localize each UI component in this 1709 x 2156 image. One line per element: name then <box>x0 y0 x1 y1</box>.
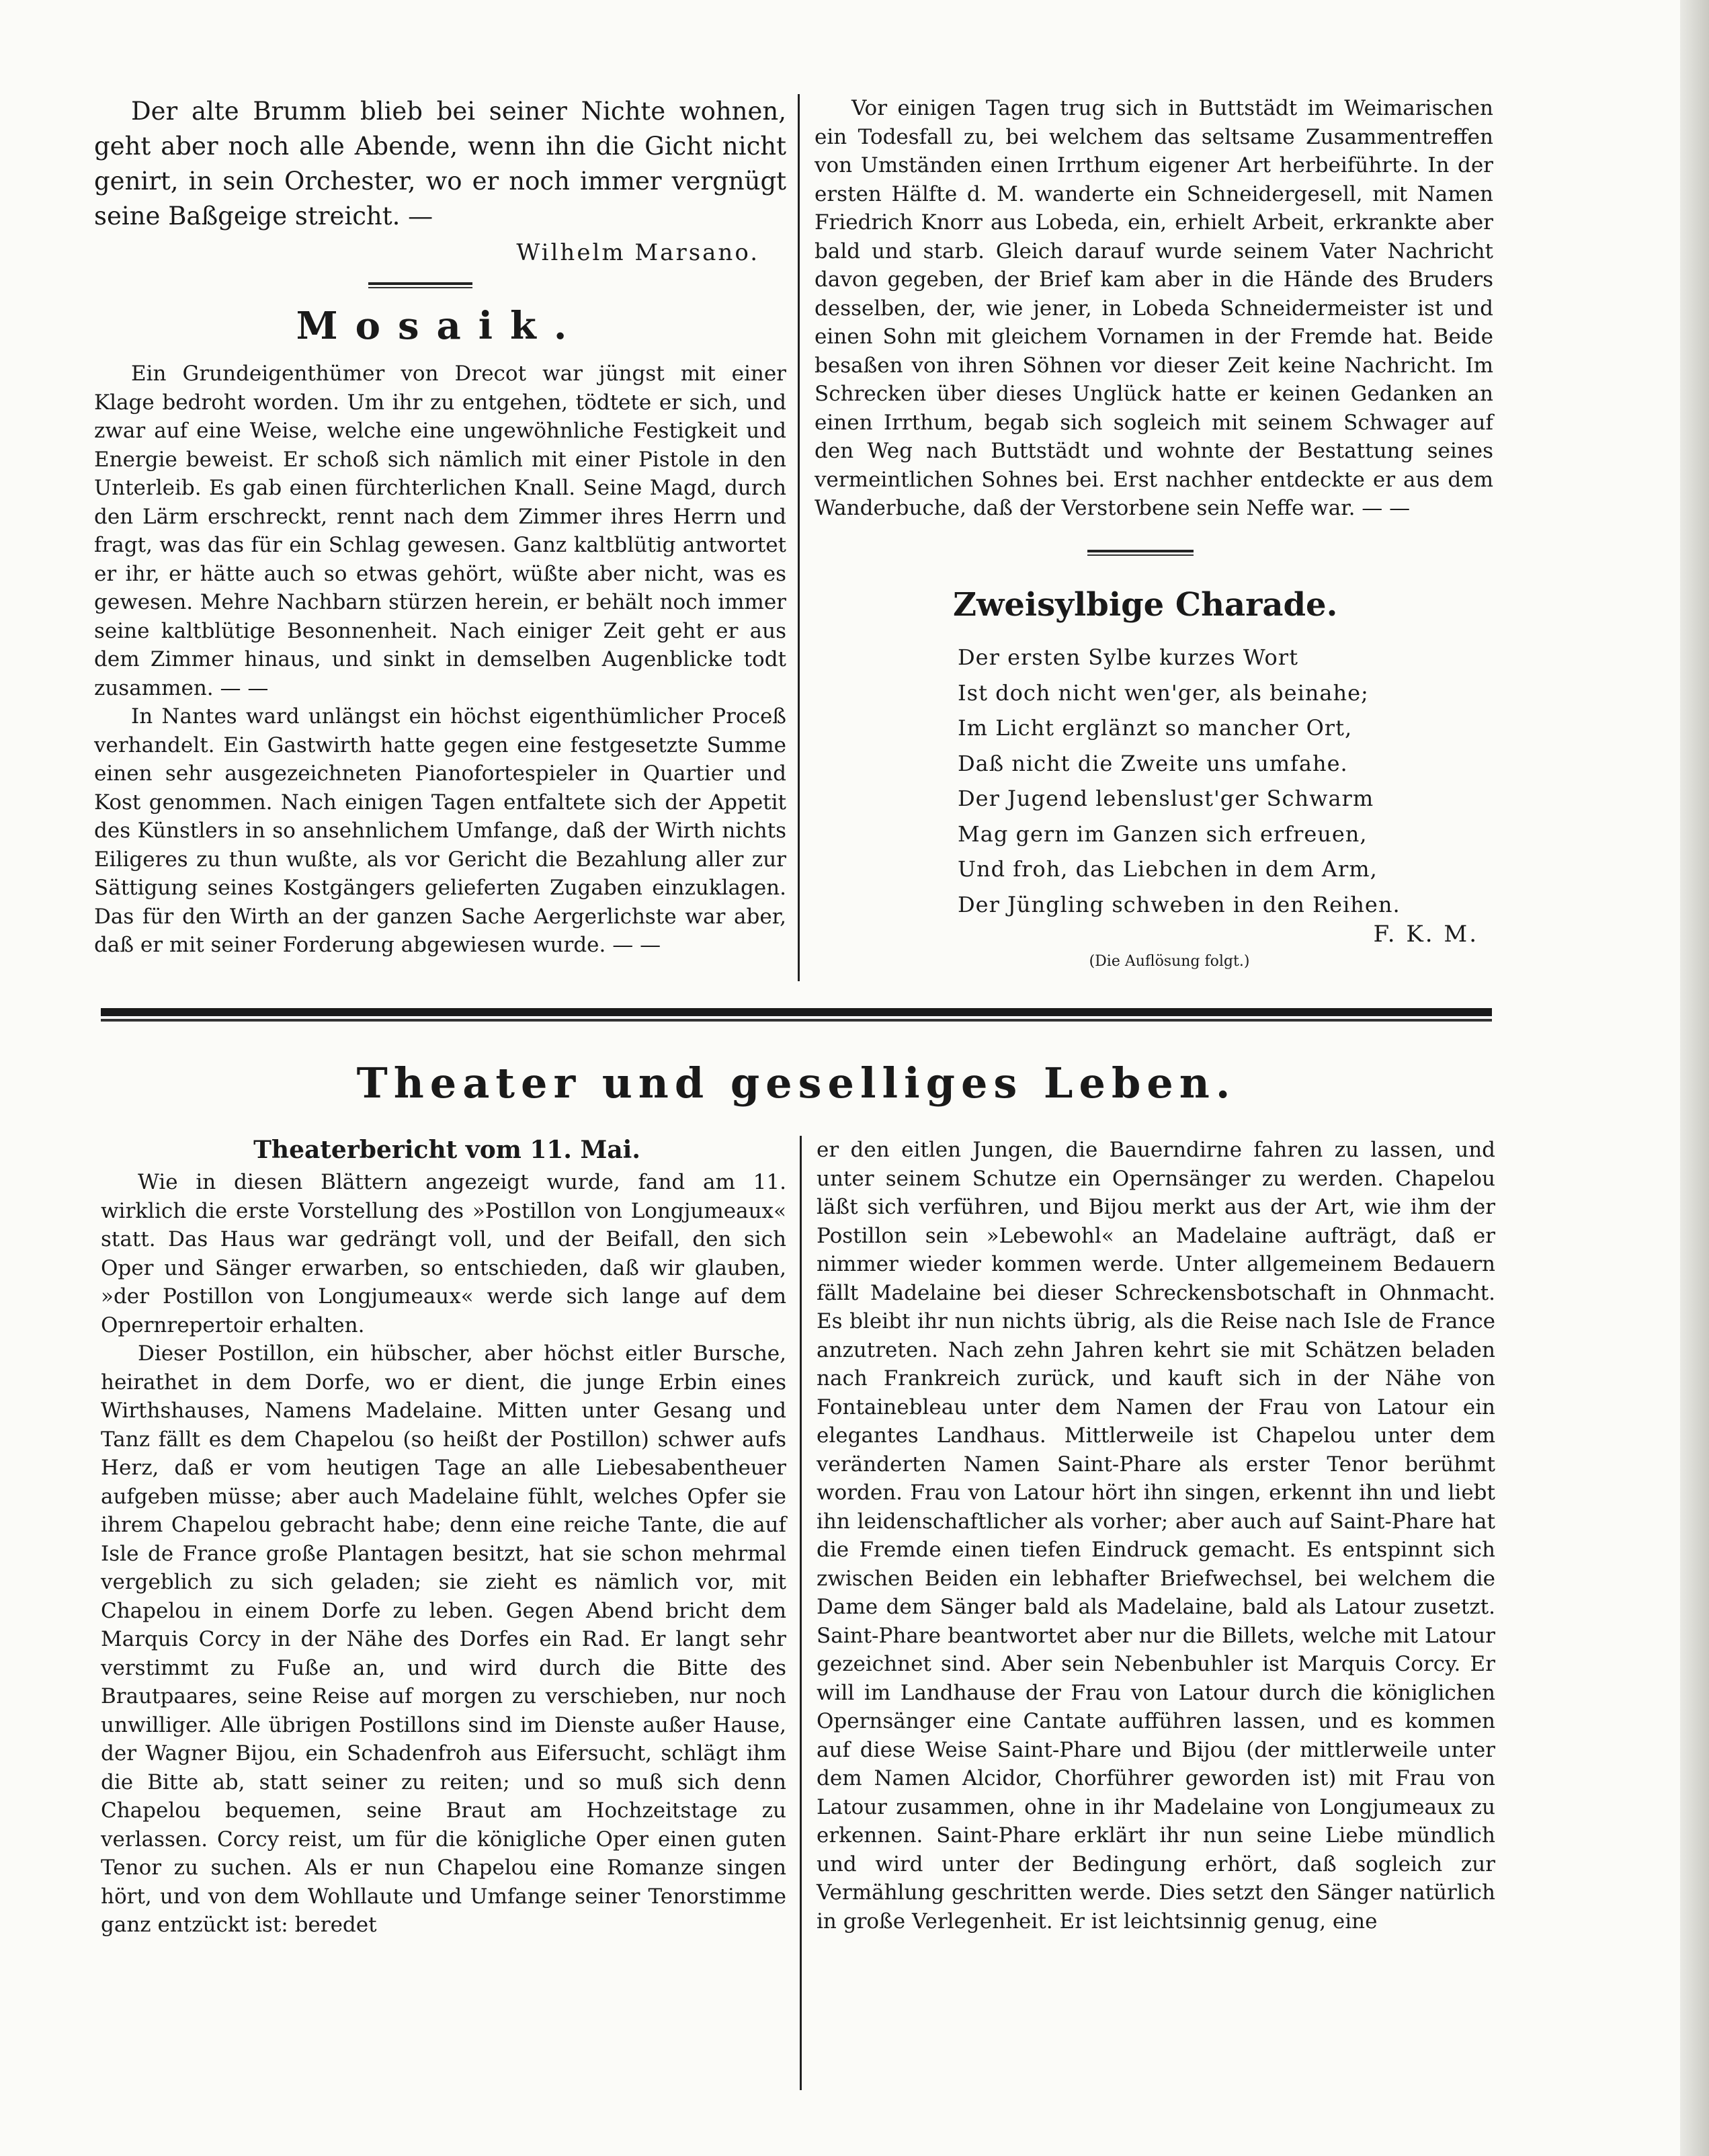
theater-left-column <box>101 1168 786 1940</box>
page-edge <box>1680 0 1709 2156</box>
column-rule-bottom <box>800 1136 802 2090</box>
news-paragraph: Vor einigen Tagen trug sich in Buttstädt im Weimarischen ein Todesfall zu, bei welchem das seltsame Zusammentreffen von Umständen einen Irrthum eigener Art herbeiführte. In der ersten Hälfte d. M. wanderte ein Schneidergesell, mit Namen Friedrich Knorr aus Lobeda, ein, erhielt Arbeit, erkrankte aber bald und starb. Gleich darauf wurde seinem Vater Nachricht davon gegeben, der Brief kam aber in die Hände des Bruders desselben, der, wie jener, in Lobeda Schneidermeister ist und einen Sohn mit gleichem Vornamen in der Fremde hat. Beide besaßen von ihren Söhnen vor dieser Zeit keine Nachricht. Im Schrecken über dieses Unglück hatte er keinen Gedanken an einen Irrthum, begab sich sogleich mit seinem Schwager auf den Weg nach Buttstädt und wohnte der Bestattung seines vermeintlichen Sohnes bei. Erst nachher entdeckte er aus dem Wanderbuche, daß der Verstorbene sein Neffe war. — — <box>815 96 1493 520</box>
poem-line: Im Licht erglänzt so mancher Ort, <box>958 715 1353 741</box>
poem-line: Der Jüngling schweben in den Reihen. <box>958 891 1401 917</box>
poem-line: Und froh, das Liebchen in dem Arm, <box>958 856 1378 882</box>
theater-paragraph-1: Wie in diesen Blättern angezeigt wurde, fand am 11. wirklich die erste Vorstellung des »Postillon von Longjumeaux« statt. Das Haus war gedrängt voll, und der Beifall, den sich Oper und Sänger erwarben, so entschieden, daß wir glauben, »der Postillon von Longjumeaux« werde sich lange auf dem Opernrepertoir erhalten. <box>101 1170 786 1337</box>
poem-line: Der ersten Sylbe kurzes Wort <box>958 645 1298 670</box>
column-rule-top <box>798 94 800 981</box>
right-top-column <box>815 94 1493 523</box>
theater-right-column <box>817 1136 1495 1936</box>
divider-short <box>1087 550 1194 552</box>
section-divider <box>101 1008 1492 1016</box>
mosaik-paragraph-1: Ein Grundeigenthümer von Drecot war jüngst mit einer Klage bedroht worden. Um ihr zu entgehen, tödtete er sich, und zwar auf eine Weise, welche eine ungewöhnliche Festigkeit und Energie beweist. Er schoß sich nämlich mit einer Pistole in den Unterleib. Es gab einen fürchterlichen Knall. Seine Magd, durch den Lärm erschreckt, rennt nach dem Zimmer ihres Herrn und fragt, was das für ein Schlag gewesen. Ganz kaltblütig antwortet er ihr, er hätte auch so etwas gehört, wüßte aber nicht, was es gewesen. Mehre Nachbarn stürzen herein, er behält noch immer seine kaltblütige Besonnenheit. Nach einiger Zeit geht er aus dem Zimmer hinaus, und sinkt in demselben Augenblicke todt zusammen. — — <box>94 362 786 700</box>
poem-line: Ist doch nicht wen'ger, als beinahe; <box>958 679 1369 706</box>
author-signature: Wilhelm Marsano. <box>516 239 759 266</box>
section-title-mosaik: Mosaik. <box>296 304 585 348</box>
mosaik-column <box>94 360 786 960</box>
poem-line: Mag gern im Ganzen sich erfreuen, <box>958 821 1368 847</box>
charade-poem <box>958 640 1482 922</box>
theater-paragraph-2: Dieser Postillon, ein hübscher, aber höchst eitler Bursche, heirathet in dem Dorfe, wo er dient, die junge Erbin eines Wirthshauses, Namens Madelaine. Mitten unter Gesang und Tanz fällt es dem Chapelou (so heißt der Postillon) schwer aufs Herz, daß er vom heutigen Tage an alle Liebesabentheuer aufgeben müsse; aber auch Madelaine fühlt, welches Opfer sie ihrem Chapelou gebracht habe; denn eine reiche Tante, die auf Isle de France große Plantagen besitzt, hat sie schon mehrmal vergeblich zu sich geladen; sie zieht es nämlich vor, mit Chapelou in einem Dorfe zu leben. Gegen Abend bricht dem Marquis Corcy in der Nähe des Dorfes ein Rad. Er langt sehr verstimmt zu Fuße an, und wird durch die Bitte des Brautpaares, seine Reise auf morgen zu verschieben, nur noch unwilliger. Alle übrigen Postillons sind im Dienste außer Hause, der Wagner Bijou, ein Schadenfroh aus Eifersucht, schlägt ihm die Bitte ab, statt seiner zu reiten; und so muß sich denn Chapelou bequemen, seine Braut am Hochzeitstage zu verlassen. Corcy reist, um für die königliche Oper einen guten Tenor zu suchen. Als er nun Chapelou eine Romanze singen hört, und von dem Wohllaute und Umfange seiner Tenorstimme ganz entzückt ist: beredet <box>101 1341 786 1937</box>
divider-short <box>368 282 472 285</box>
solution-note: (Die Auflösung folgt.) <box>1089 953 1250 970</box>
theater-paragraph-3: er den eitlen Jungen, die Bauerndirne fahren zu lassen, und unter seinem Schutze ein Opernsänger zu werden. Chapelou läßt sich verführen, und Bijou merkt aus der Art, wie ihm der Postillon sein »Lebewohl« an Madelaine aufträgt, daß er nimmer wieder kommen werde. Unter allgemeinem Bedauern fällt Madelaine bei dieser Schreckensbotschaft in Ohnmacht. Es bleibt ihr nun nichts übrig, als die Reise nach Isle de France anzutreten. Nach zehn Jahren kehrt sie mit Schätzen beladen nach Frankreich zurück, und kauft sich in der Nähe von Fontainebleau unter dem Namen der Frau von Latour ein elegantes Landhaus. Mittlerweile ist Chapelou unter dem veränderten Namen Saint-Phare als erster Tenor berühmt worden. Frau von Latour hört ihn singen, erkennt ihn und liebt ihn leidenschaftlicher als vorher; aber auch auf Saint-Phare hat die Fremde einen tiefen Eindruck gemacht. Es entspinnt sich zwischen Beiden ein lebhafter Briefwechsel, bei welchem die Dame dem Sänger bald als Madelaine, bald als Latour zusetzt. Saint-Phare beantwortet aber nur die Billets, welche mit Latour gezeichnet sind. Aber sein Nebenbuhler ist Marquis Corcy. Er will im Landhause der Frau von Latour durch die königlichen Opernsänger eine Cantate aufführen lassen, und es kommen auf diese Weise Saint-Phare und Bijou (der mittlerweile unter dem Namen Alcidor, Chorführer geworden ist) mit Frau von Latour zusammen, ohne in ihr Madelaine von Longjumeaux zu erkennen. Saint-Phare erklärt ihr nun seine Liebe mündlich und wird unter der Bedingung erhört, daß sogleich zur Vermählung geschritten werde. Dies setzt den Sänger natürlich in große Verlegenheit. Er ist leichtsinnig genug, eine <box>817 1138 1495 1934</box>
poem-line: Daß nicht die Zweite uns umfahe. <box>958 750 1348 776</box>
charade-signature: F. K. M. <box>1373 921 1478 948</box>
left-top-column <box>94 94 786 266</box>
section-title-theater: Theater und geselliges Leben. <box>356 1059 1237 1108</box>
section-title-charade: Zweisylbige Charade. <box>953 586 1338 624</box>
mosaik-paragraph-2: In Nantes ward unlängst ein höchst eigenthümlicher Proceß verhandelt. Ein Gastwirth hatte gegen eine festgesetzte Summe einen sehr ausgezeichneten Pianofortespieler in Quartier und Kost genommen. Nach einigen Tagen entfaltete sich der Appetit des Künstlers in so ansehnlichem Umfange, daß der Wirth nichts Eiligeres zu thun wußte, als vor Gericht die Bezahlung aller zur Sättigung seines Kostgängers gelieferten Zugaben einzuklagen. Das für den Wirth an der ganzen Sache Aergerlichste war aber, daß er mit seiner Forderung abgewiesen wurde. — — <box>94 704 786 957</box>
report-title: Theaterbericht vom 11. Mai. <box>253 1136 640 1164</box>
poem-line: Der Jugend lebenslust'ger Schwarm <box>958 786 1374 811</box>
closing-paragraph: Der alte Brumm blieb bei seiner Nichte wohnen, geht aber noch alle Abende, wenn ihn die Gicht nicht genirt, in sein Orchester, wo er noch immer vergnügt seine Baßgeige streicht. — <box>94 97 786 231</box>
